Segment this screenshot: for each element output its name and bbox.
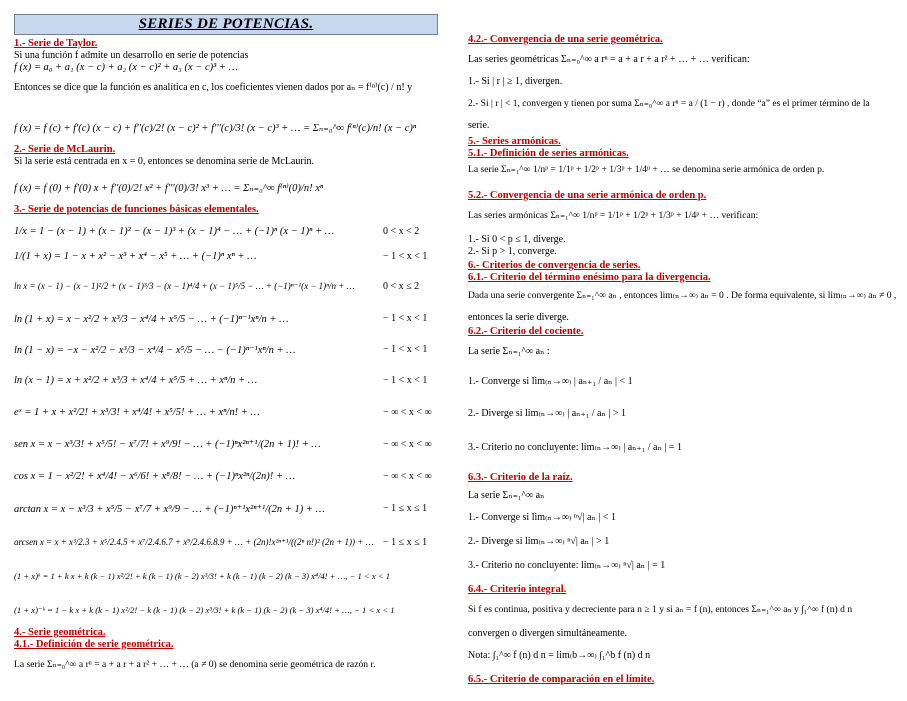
series-formula: ln (1 + x) = x − x²/2 + x³/3 − x⁴/4 + x⁵/5 − … + (−1)ⁿ⁻¹xⁿ/n + … [14, 313, 289, 325]
series-row [14, 244, 438, 269]
series-row [14, 303, 438, 334]
series-formula: (1 + x)⁻ᵏ = 1 − k x + k (k − 1) x²/2! − k (k − 1) (k − 2) x³/3! + k (k − 1) (k − 2) (k − 3) x⁴/4! + …, − 1 < x < 1 [14, 604, 395, 615]
series-row [14, 559, 438, 593]
root-item-3: 3.- Criterio no concluyente: lim₍ₙ→∞₎ ⁿ√| aₙ | = 1 [468, 560, 666, 571]
series-range: − ∞ < x < ∞ [383, 470, 432, 482]
series-formula: sen x = x − x³/3! + x⁵/5! − x⁷/7! + x⁹/9! − … + (−1)ⁿx²ⁿ⁺¹/(2n + 1)! + … [14, 439, 321, 450]
series-range: − 1 < x < 1 [383, 313, 428, 324]
series-row [14, 460, 438, 492]
elementary-series-heading: 3.- Serie de potencias de funciones básicas elementales. [14, 204, 259, 215]
geometric-heading: 4.- Serie geométrica. [14, 627, 106, 638]
series-row [14, 525, 438, 559]
mclaurin-formula: f (x) = f (0) + f′(0) x + f′′(0)/2! x² + f′′′(0)/3! x³ + … = Σₙ₌₀^∞ f⁽ⁿ⁾(0)/n! xⁿ [14, 183, 324, 194]
series-row [14, 269, 438, 303]
integral-note: Nota: ∫₁^∞ f (n) d n = lim₍b→∞₎ ∫₁^b f (n) d n [468, 650, 651, 661]
nth-term-text: Dada una serie convergente Σₙ₌₁^∞ aₙ , entonces lim₍ₙ→∞₎ aₙ = 0 . De forma equivalente, si lim₍ₙ→∞₎ aₙ ≠ 0 , [468, 290, 897, 301]
harmonic-item-2: 2.- Si p > 1, converge. [468, 246, 557, 257]
series-range: 0 < x ≤ 2 [383, 280, 420, 292]
series-row [14, 219, 438, 244]
page-title: SERIES DE POTENCIAS. [14, 14, 438, 35]
taylor-text: Si una función f admite un desarrollo en serie de potencias [14, 50, 249, 61]
series-formula: ln (x − 1) = x + x²/2 + x³/3 + x⁴/4 + x⁵/5 + … + xⁿ/n + … [14, 375, 258, 386]
series-row [14, 593, 438, 627]
mclaurin-heading: 2.- Serie de McLaurin. [14, 144, 116, 155]
harmonic-definition-heading: 5.1.- Definición de series armónicas. [468, 148, 629, 159]
harmonic-item-1: 1.- Si 0 < p ≤ 1, diverge. [468, 234, 566, 245]
root-text: La serie Σₙ₌₁^∞ aₙ [468, 490, 545, 501]
integral-heading: 6.4.- Criterio integral. [468, 584, 567, 595]
criteria-heading: 6.- Criterios de convergencia de series. [468, 260, 641, 271]
left-column [14, 14, 438, 670]
series-formula: eˣ = 1 + x + x²/2! + x³/3! + x⁴/4! + x⁵/5! + … + xⁿ/n! + … [14, 406, 260, 418]
ratio-heading: 6.2.- Criterio del cociente. [468, 326, 584, 337]
mclaurin-text: Si la serie está centrada en x = 0, entonces se denomina serie de McLaurin. [14, 156, 314, 167]
series-formula: 1/x = 1 − (x − 1) + (x − 1)² − (x − 1)³ + (x − 1)⁴ − … + (−1)ⁿ (x − 1)ⁿ + … [14, 226, 335, 237]
integral-text: Si f es continua, positiva y decreciente para n ≥ 1 y si aₙ = f (n), entonces Σₙ₌₁^∞ aₙ y ∫₁^∞ f (n) d n [468, 604, 853, 615]
series-formula: (1 + x)ᵏ = 1 + k x + k (k − 1) x²/2! + k (k − 1) (k − 2) x³/3! + k (k − 1) (k − 2) (k − 3) x⁴/4! + …, − 1 < x < 1 [14, 571, 391, 581]
root-item-2: 2.- Diverge si lim₍ₙ→∞₎ ⁿ√| aₙ | > 1 [468, 536, 610, 547]
series-range: − 1 < x < 1 [383, 251, 428, 262]
nth-term-heading: 6.1.- Criterio del término enésimo para la divergencia. [468, 272, 711, 283]
geometric-definition-heading: 4.1.- Definición de serie geométrica. [14, 639, 174, 650]
series-row [14, 428, 438, 460]
series-range: 0 < x < 2 [383, 226, 420, 237]
series-range: − ∞ < x < ∞ [383, 406, 432, 418]
geometric-item-2-continued: serie. [468, 120, 490, 131]
geometric-convergence-heading: 4.2.- Convergencia de una serie geométrica. [468, 34, 663, 45]
harmonic-convergence-heading: 5.2.- Convergencia de una serie armónica de orden p. [468, 190, 707, 201]
taylor-heading: 1.- Serie de Taylor. [14, 38, 98, 49]
series-range: − ∞ < x < ∞ [383, 438, 432, 450]
root-item-1: 1.- Converge si lim₍ₙ→∞₎ ⁿ√| aₙ | < 1 [468, 512, 616, 523]
taylor-coefficients-text: Entonces se dice que la función es analítica en c, los coeficientes vienen dados por aₙ = f⁽ⁿ⁾(c) / n! y [14, 82, 413, 93]
geometric-convergence-text: Las series geométricas Σₙ₌₀^∞ a rⁿ = a + a r + a r² + … + … verifican: [468, 54, 750, 65]
series-range: − 1 ≤ x ≤ 1 [383, 536, 428, 548]
series-formula: arctan x = x − x³/3 + x⁵/5 − x⁷/7 + x⁹/9 − … + (−1)ⁿ⁺¹x²ⁿ⁺¹/(2n + 1) + … [14, 503, 325, 515]
geometric-item-1: 1.- Si | r | ≥ 1, divergen. [468, 76, 563, 87]
limit-comparison-heading: 6.5.- Criterio de comparación en el límite. [468, 674, 655, 685]
elementary-series-list [14, 219, 438, 627]
harmonic-definition-text: La serie Σₙ₌₁^∞ 1/nᵖ = 1/1ᵖ + 1/2ᵖ + 1/3ᵖ + 1/4ᵖ + … se denomina serie armónica de orden p. [468, 164, 825, 175]
nth-term-text-2: entonces la serie diverge. [468, 312, 569, 323]
root-heading: 6.3.- Criterio de la raíz. [468, 472, 573, 483]
series-row [14, 492, 438, 525]
integral-text-2: convergen o divergen simultáneamente. [468, 628, 628, 639]
ratio-item-3: 3.- Criterio no concluyente: lim₍ₙ→∞₎ | aₙ₊₁ / aₙ | = 1 [468, 442, 682, 453]
series-row [14, 365, 438, 396]
series-row [14, 396, 438, 428]
series-range: − 1 < x < 1 [383, 344, 428, 355]
harmonic-heading: 5.- Series armónicas. [468, 136, 561, 147]
taylor-formula-1: f (x) = a₀ + a₁ (x − c) + a₂ (x − c)² + a₃ (x − c)³ + … [14, 62, 238, 73]
series-formula: 1/(1 + x) = 1 − x + x² − x³ + x⁴ − x⁵ + … + (−1)ⁿ xⁿ + … [14, 251, 257, 262]
series-row [14, 334, 438, 365]
series-formula: cos x = 1 − x²/2! + x⁴/4! − x⁶/6! + x⁸/8! − … + (−1)ⁿx²ⁿ/(2n)! + … [14, 470, 295, 482]
series-formula: arcsen x = x + x³/2.3 + x⁵/2.4.5 + x⁷/2.4.6.7 + x⁹/2.4.6.8.9 + … + (2n)!x²ⁿ⁺¹/((2ⁿ n!)² (2n + 1)) + … [14, 536, 374, 547]
ratio-item-2: 2.- Diverge si lim₍ₙ→∞₎ | aₙ₊₁ / aₙ | > 1 [468, 408, 626, 419]
ratio-text: La serie Σₙ₌₁^∞ aₙ : [468, 346, 550, 357]
geometric-definition-text: La serie Σₙ₌₀^∞ a rⁿ = a + a r + a r² + … + … (a ≠ 0) se denomina serie geométrica de razón r. [14, 659, 376, 670]
harmonic-convergence-text: Las series armónicas Σₙ₌₁^∞ 1/nᵖ = 1/1ᵖ + 1/2ᵖ + 1/3ᵖ + 1/4ᵖ + … verifican: [468, 210, 759, 221]
taylor-formula-2: f (x) = f (c) + f′(c) (x − c) + f′′(c)/2! (x − c)² + f′′′(c)/3! (x − c)³ + … = Σₙ₌₀^∞ f⁽ⁿ⁾(c)/n! (x − c)ⁿ [14, 123, 417, 134]
ratio-item-1: 1.- Converge si lim₍ₙ→∞₎ | aₙ₊₁ / aₙ | < 1 [468, 376, 633, 387]
series-formula: ln x = (x − 1) − (x − 1)²/2 + (x − 1)³/3 − (x − 1)⁴/4 + (x − 1)⁵/5 − … + (−1)ⁿ⁻¹(x − 1)ⁿ/n + … [14, 280, 355, 291]
series-range: − 1 < x < 1 [383, 375, 428, 386]
geometric-item-2: 2.- Si | r | < 1, convergen y tienen por suma Σₙ₌₀^∞ a rⁿ = a / (1 − r) , donde “a” es el primer término de la [468, 99, 870, 109]
series-formula: ln (1 − x) = −x − x²/2 − x³/3 − x⁴/4 − x⁵/5 − … − (−1)ⁿ⁻¹xⁿ/n + … [14, 344, 296, 356]
series-range: − 1 ≤ x ≤ 1 [383, 503, 428, 514]
